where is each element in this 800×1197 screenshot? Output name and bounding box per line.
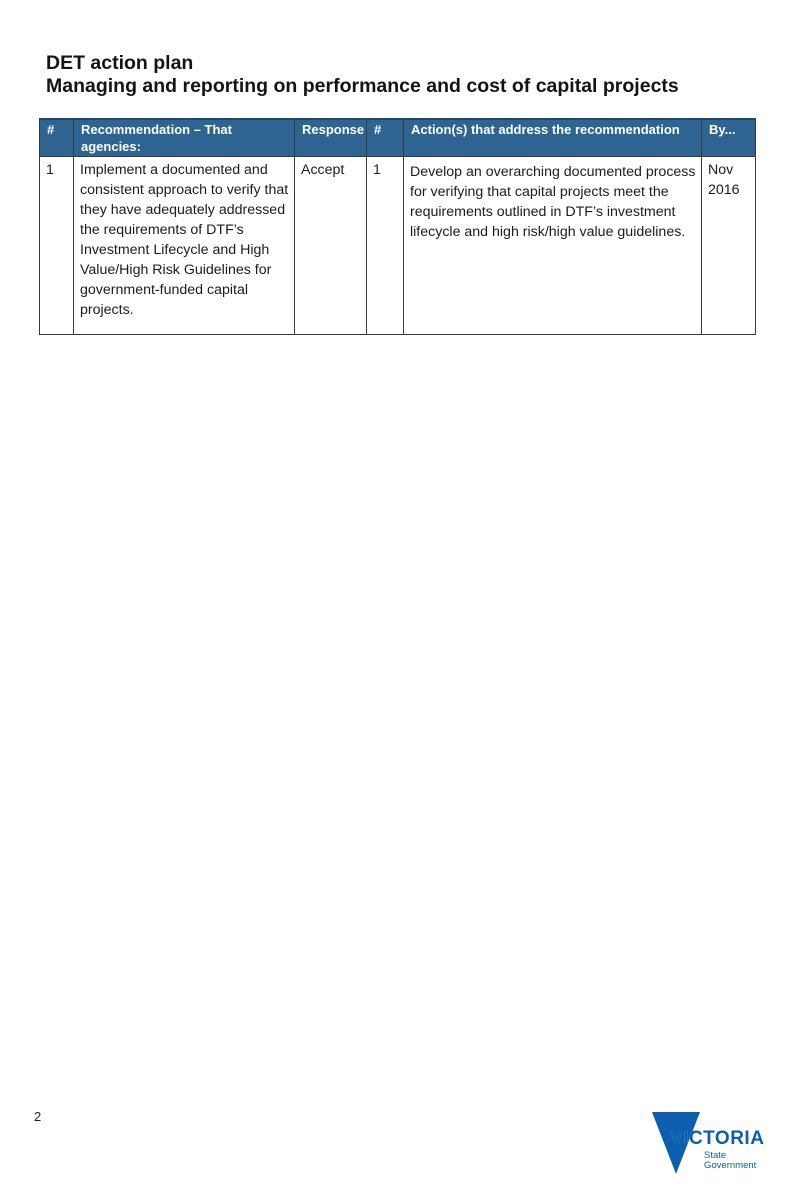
header-number: # [40,119,74,157]
header-response: Response [295,119,367,157]
header-action-number: # [367,119,404,157]
cell-number: 1 [40,157,74,335]
header-actions: Action(s) that address the recommendation [404,119,702,157]
page-number: 2 [34,1109,42,1124]
table-header-row [40,119,756,157]
page-title [46,52,679,98]
header-by: By... [702,119,756,157]
logo-subtitle-line-1: State [704,1150,727,1161]
cell-recommendation: Implement a documented and consistent approach to verify that they have adequately addressed the requirements of DTF’s Investment Lifecycle and High Value/High Risk Guidelines for government-funded capital projects. [74,157,295,335]
victoria-government-logo [650,1108,770,1176]
logo-subtitle [704,1151,756,1171]
title-line-1: DET action plan [46,52,194,74]
cell-action: Develop an overarching documented process for verifying that capital projects meet the requirements outlined in DTF’s investment lifecycle and high risk/high value guidelines. [404,157,702,335]
title-line-2: Managing and reporting on performance and cost of capital projects [46,75,679,97]
table-row [40,157,756,335]
cell-response: Accept [295,157,367,335]
logo-wordmark [670,1128,764,1150]
cell-by: Nov 2016 [702,157,756,335]
action-plan-table [39,118,756,335]
cell-action-number: 1 [367,157,404,335]
logo-wordmark-text: VICTORIA [670,1128,765,1149]
logo-subtitle-line-2: Government [704,1160,757,1171]
header-recommendation: Recommendation – That agencies: [74,119,295,157]
